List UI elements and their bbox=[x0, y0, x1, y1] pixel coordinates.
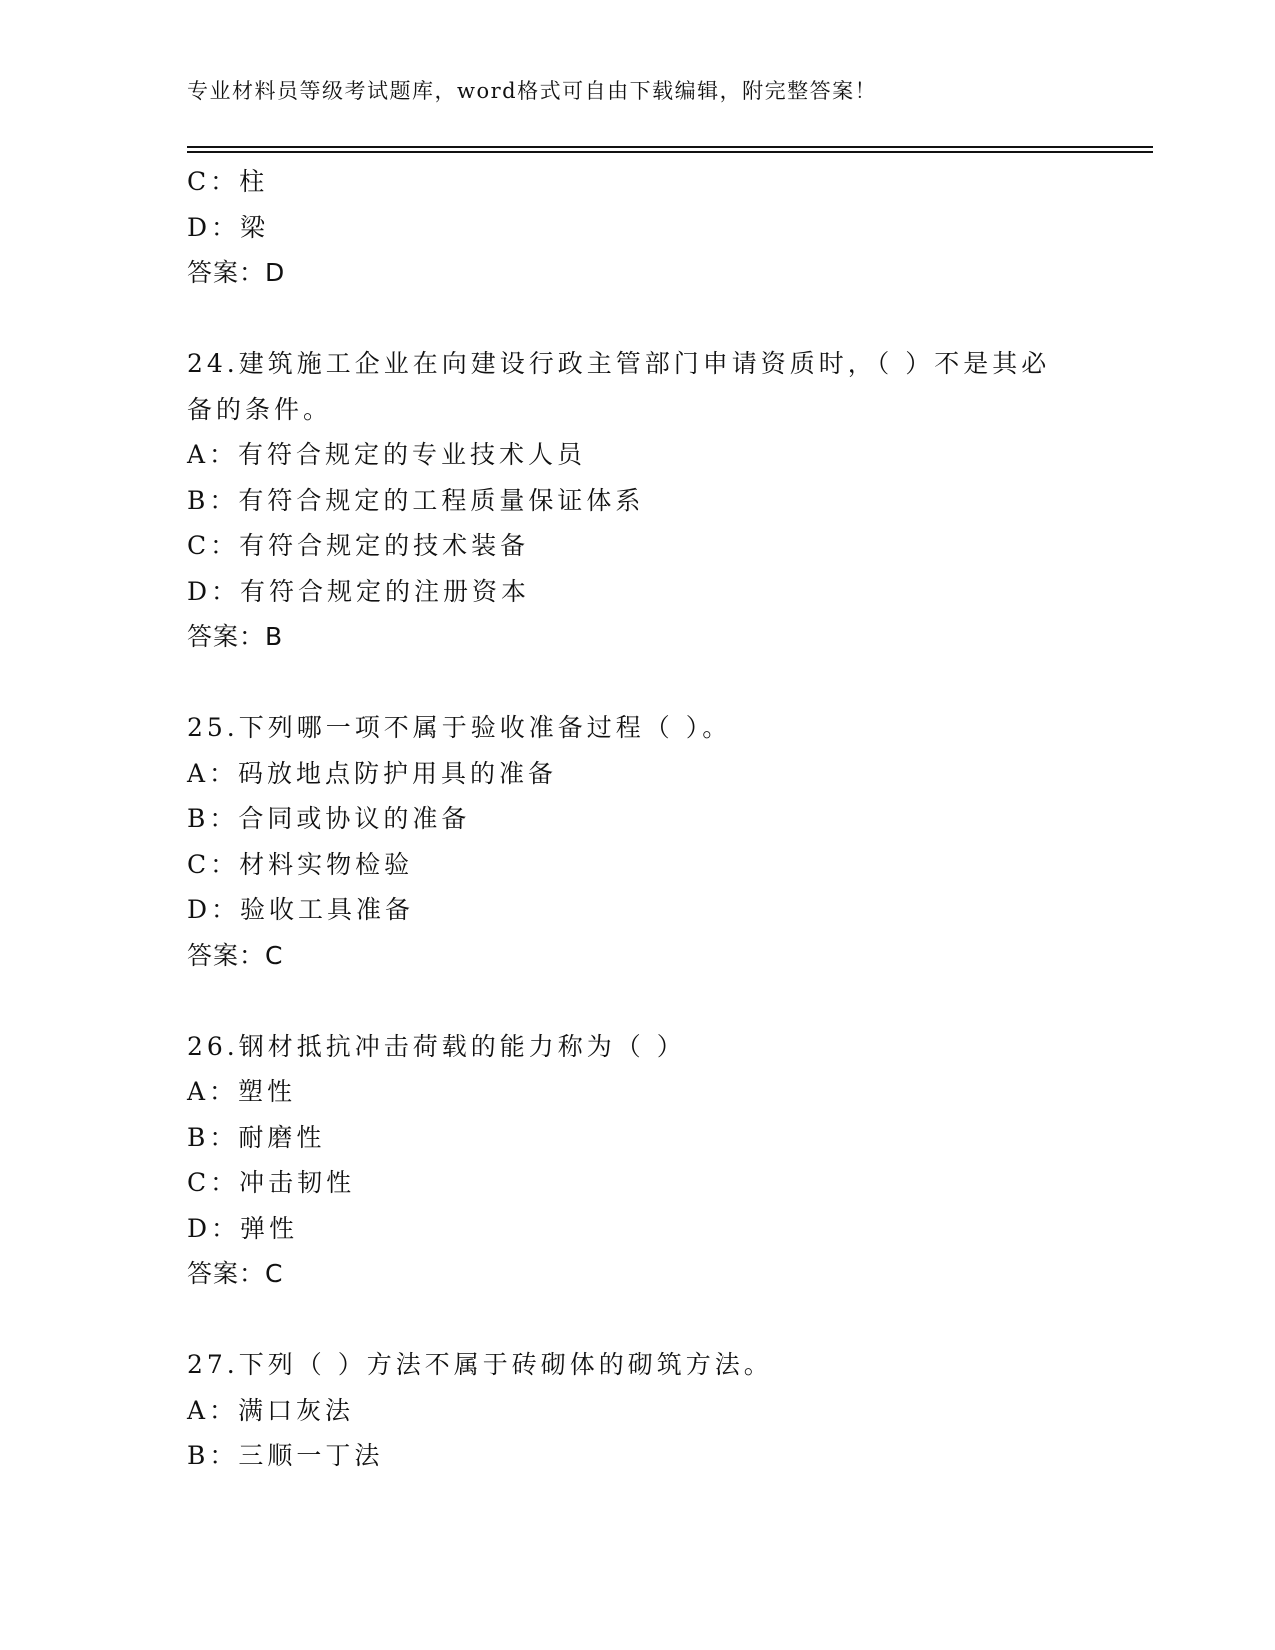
page-header: 专业材料员等级考试题库，word格式可自由下载编辑，附完整答案！ bbox=[187, 79, 878, 103]
option-c: C：柱 bbox=[187, 167, 269, 196]
option-d: D：有符合规定的注册资本 bbox=[187, 576, 531, 606]
option-a: A：塑性 bbox=[187, 1077, 297, 1106]
option-a: A：满口灰法 bbox=[187, 1395, 355, 1425]
option-c: C：有符合规定的技术装备 bbox=[187, 531, 530, 560]
question-text: 24.建筑施工企业在向建设行政主管部门申请资质时，（ ）不是其必备的条件。 bbox=[187, 349, 1051, 424]
option-b: B：耐磨性 bbox=[187, 1122, 326, 1152]
question-27 bbox=[187, 1342, 1087, 1479]
answer-line: 答案：C bbox=[187, 940, 284, 970]
option-b: B：有符合规定的工程质量保证体系 bbox=[187, 485, 645, 515]
option-a: A：有符合规定的专业技术人员 bbox=[187, 440, 587, 469]
question-fragment bbox=[187, 159, 1087, 296]
option-a: A：码放地点防护用具的准备 bbox=[187, 758, 558, 788]
spacer bbox=[187, 978, 1087, 1024]
option-b: B：三顺一丁法 bbox=[187, 1441, 384, 1470]
option-b: B：合同或协议的准备 bbox=[187, 804, 471, 833]
answer-line: 答案：C bbox=[187, 1259, 284, 1288]
option-c: C：材料实物检验 bbox=[187, 849, 414, 879]
spacer bbox=[187, 1297, 1087, 1343]
header-divider-thin bbox=[187, 151, 1153, 153]
question-26 bbox=[187, 1024, 1087, 1297]
option-d: D：验收工具准备 bbox=[187, 895, 415, 924]
question-text: 25.下列哪一项不属于验收准备过程（ ）。 bbox=[187, 713, 732, 742]
option-d: D：梁 bbox=[187, 212, 270, 242]
header-divider-thick bbox=[187, 146, 1153, 148]
option-d: D：弹性 bbox=[187, 1213, 299, 1243]
question-24 bbox=[187, 341, 1087, 660]
question-25 bbox=[187, 705, 1087, 978]
option-c: C：冲击韧性 bbox=[187, 1168, 356, 1197]
spacer bbox=[187, 296, 1087, 342]
question-text: 27.下列（ ）方法不属于砖砌体的砌筑方法。 bbox=[187, 1350, 773, 1379]
question-list bbox=[187, 159, 1087, 1479]
answer-line: 答案：B bbox=[187, 622, 284, 651]
spacer bbox=[187, 660, 1087, 706]
question-text: 26.钢材抵抗冲击荷载的能力称为（ ） bbox=[187, 1031, 686, 1061]
answer-line: 答案：D bbox=[187, 258, 286, 287]
